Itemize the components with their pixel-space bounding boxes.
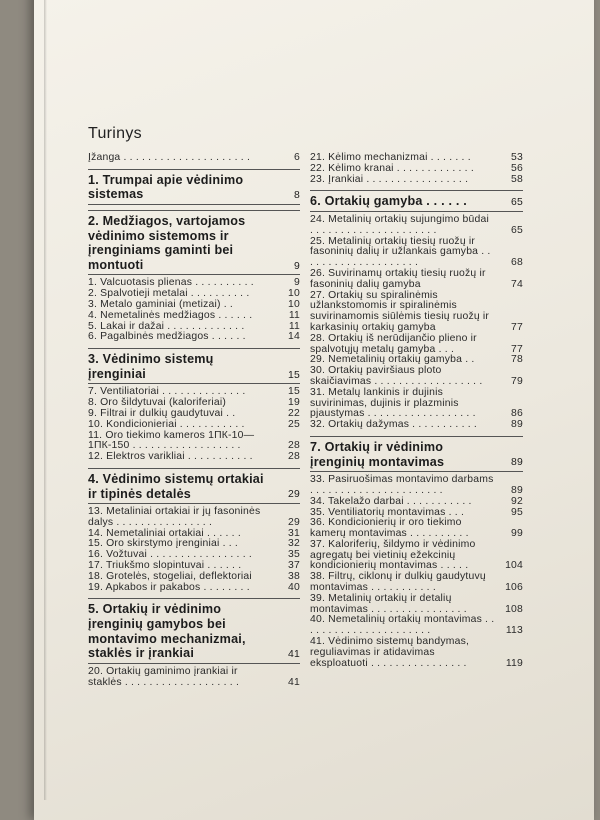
entry-page-number: 9 <box>294 277 300 289</box>
entry-title: 34. Takelažo darbai . . . . . . . . . . . <box>310 495 472 507</box>
contents-entry <box>310 291 523 334</box>
entry-title: 25. Metalinių ortakių tiesių ruožų ir fasoninių dalių ir užlankais gamyba . . . . . . . . . . . . . . . . . . . . <box>310 235 491 269</box>
entry-page-number: 95 <box>511 506 523 518</box>
entry-page-number: 37 <box>288 560 300 572</box>
entry-title: 30. Ortakių paviršiaus ploto skaičiavimas . . . . . . . . . . . . . . . . . . <box>310 365 483 387</box>
contents-chapter <box>88 352 300 381</box>
entry-title: 3. Vėdinimo sistemų įrenginiai <box>88 352 214 381</box>
entry-title: 2. Medžiagos, vartojamos vėdinimo sistemoms ir įrenginiams gaminti bei montuoti <box>88 213 246 272</box>
entry-title: 2. Spalvotieji metalai . . . . . . . . . . <box>88 288 250 300</box>
entry-page-number: 65 <box>511 197 523 209</box>
entry-page-number: 113 <box>505 625 523 637</box>
section-divider <box>310 436 523 437</box>
entry-title: 4. Nemetalinės medžiagos . . . . . . <box>88 309 253 321</box>
section-divider <box>88 204 300 205</box>
entry-title: 5. Ortakių ir vėdinimo įrenginių gamybos bei montavimo mechanizmai, staklės ir įrankiai <box>88 602 246 661</box>
entry-title: 10. Kondicionieriai . . . . . . . . . . . <box>88 418 245 430</box>
entry-page-number: 78 <box>511 354 523 366</box>
contents-entry <box>88 667 300 689</box>
entry-title: 32. Ortakių dažymas . . . . . . . . . . . <box>310 419 477 431</box>
contents-chapter <box>88 602 300 660</box>
contents-entry <box>310 366 523 388</box>
entry-title: 18. Grotelės, stogeliai, deflektoriai <box>88 570 252 582</box>
entry-title: 7. Ventiliatoriai . . . . . . . . . . . . . . <box>88 386 246 398</box>
entry-title: 1. Trumpai apie vėdinimo sistemas <box>88 172 244 202</box>
section-divider <box>310 190 523 191</box>
section-divider <box>88 348 300 349</box>
contents-chapter <box>88 472 300 501</box>
entry-page-number: 53 <box>511 152 523 163</box>
entry-title: 41. Vėdinimo sistemų bandymas, reguliavimas ir atidavimas eksploatuoti . . . . . . . . . . . . . . . . <box>310 636 470 669</box>
contents-title: Turinys <box>88 125 142 142</box>
page-fold <box>44 0 47 800</box>
entry-title: 14. Nemetaliniai ortakiai . . . . . . <box>88 527 241 539</box>
entry-page-number: 31 <box>288 527 300 539</box>
contents-left-column <box>88 153 300 688</box>
entry-title: 31. Metalų lankinis ir dujinis suvirinimas, dujinis ir plazminis pjaustymas . . . . . . . . . . . . . . . . . . <box>310 386 476 420</box>
entry-page-number: 41 <box>288 676 300 688</box>
contents-entry <box>310 420 523 431</box>
contents-entry <box>310 215 523 237</box>
contents-entry <box>310 572 523 594</box>
entry-title: 24. Metalinių ortakių sujungimo būdai . . . . . . . . . . . . . . . . . . . . . <box>310 213 489 236</box>
entry-page-number: 28 <box>288 440 300 452</box>
entry-title: 1. Valcuotasis plienas . . . . . . . . . . <box>88 277 254 289</box>
entry-page-number: 77 <box>511 343 523 355</box>
entry-page-number: 56 <box>511 162 523 174</box>
contents-entry <box>310 175 523 186</box>
contents-entry <box>310 334 523 356</box>
entry-title: 12. Elektros varikliai . . . . . . . . . . . <box>88 451 253 463</box>
contents-entry <box>310 637 523 669</box>
entry-title: 23. Įrankiai . . . . . . . . . . . . . . . . . <box>310 173 469 185</box>
section-divider <box>310 211 523 212</box>
entry-page-number: 86 <box>511 408 523 420</box>
entry-title: 22. Kėlimo kranai . . . . . . . . . . . . . <box>310 162 474 174</box>
entry-page-number: 108 <box>505 603 523 615</box>
entry-title: 17. Triukšmo slopintuvai . . . . . . <box>88 560 242 572</box>
section-divider <box>88 210 300 211</box>
entry-page-number: 89 <box>511 419 523 431</box>
section-divider <box>310 471 523 472</box>
contents-entry <box>88 153 300 164</box>
entry-title: 38. Filtrų, ciklonų ir dulkių gaudytuvų montavimas . . . . . . . . . . . <box>310 571 486 594</box>
entry-title: 4. Vėdinimo sistemų ortakiai ir tipinės detalės <box>88 471 264 501</box>
entry-title: 27. Ortakių su spiralinėmis užlankstomomis ir spiralinėmis suvirinamomis siūlėmis tiesių ruožų ir karkasinių ortakių gamyba <box>310 289 490 333</box>
entry-page-number: 10 <box>288 298 300 310</box>
contents-entry <box>310 388 523 420</box>
contents-entry <box>88 431 300 453</box>
contents-entry <box>310 269 523 291</box>
section-divider <box>88 503 300 504</box>
entry-page-number: 106 <box>505 582 523 594</box>
entry-page-number: 65 <box>511 224 523 236</box>
entry-title: 36. Kondicionierių ir oro tiekimo kamerų montavimas . . . . . . . . . . <box>310 517 469 540</box>
entry-title: 6. Pagalbinės medžiagos . . . . . . <box>88 331 246 343</box>
entry-page-number: 29 <box>288 489 300 501</box>
entry-page-number: 89 <box>511 457 523 469</box>
entry-page-number: 38 <box>288 570 300 582</box>
section-divider <box>88 383 300 384</box>
entry-title: 3. Metalo gaminiai (metizai) . . <box>88 298 233 310</box>
section-divider <box>88 274 300 275</box>
section-divider <box>88 169 300 170</box>
entry-page-number: 74 <box>511 278 523 290</box>
entry-title: 15. Oro skirstymo įrenginiai . . . <box>88 538 239 550</box>
entry-title: 29. Nemetalinių ortakių gamyba . . <box>310 354 475 366</box>
contents-chapter <box>88 173 300 202</box>
entry-title: 20. Ortakių gaminimo įrankiai ir staklės . . . . . . . . . . . . . . . . . . . <box>88 665 240 688</box>
entry-page-number: 8 <box>294 190 300 202</box>
entry-page-number: 35 <box>288 549 300 561</box>
entry-title: 37. Kaloriferių, šildymo ir vėdinimo agregatų bei vietinių ežekcinių kondicionierių montavimas . . . . . <box>310 538 476 572</box>
contents-entry <box>310 475 523 497</box>
contents-entry <box>310 615 523 637</box>
entry-page-number: 28 <box>288 451 300 463</box>
entry-title: 28. Ortakių iš nerūdijančio plieno ir spalvotųjų metalų gamyba . . . <box>310 332 477 355</box>
contents-chapter <box>88 214 300 272</box>
entry-title: 13. Metaliniai ortakiai ir jų fasoninės dalys . . . . . . . . . . . . . . . . <box>88 506 261 528</box>
section-divider <box>88 598 300 599</box>
entry-page-number: 22 <box>288 407 300 419</box>
contents-entry <box>310 518 523 540</box>
entry-page-number: 19 <box>288 397 300 409</box>
entry-page-number: 92 <box>511 495 523 507</box>
entry-page-number: 40 <box>288 581 300 593</box>
entry-page-number: 89 <box>511 484 523 496</box>
entry-page-number: 15 <box>288 369 300 381</box>
entry-page-number: 99 <box>511 528 523 540</box>
contents-entry <box>310 594 523 616</box>
entry-page-number: 119 <box>505 657 523 669</box>
entry-title: 7. Ortakių ir vėdinimo įrenginių montavimas <box>310 439 445 469</box>
entry-title: 21. Kėlimo mechanizmai . . . . . . . <box>310 152 471 163</box>
contents-chapter <box>310 194 523 209</box>
entry-page-number: 68 <box>511 257 523 269</box>
entry-title: 35. Ventiliatorių montavimas . . . <box>310 506 465 518</box>
contents-chapter <box>310 440 523 469</box>
entry-title: Įžanga . . . . . . . . . . . . . . . . . . . . . <box>88 152 251 163</box>
contents-entry <box>88 452 300 463</box>
entry-page-number: 15 <box>288 386 300 398</box>
contents-entry <box>88 507 300 529</box>
entry-page-number: 32 <box>288 538 300 550</box>
entry-title: 5. Lakai ir dažai . . . . . . . . . . . . . <box>88 320 245 332</box>
entry-title: 9. Filtrai ir dulkių gaudytuvai . . <box>88 407 236 419</box>
contents-entry <box>88 332 300 343</box>
entry-page-number: 29 <box>288 516 300 528</box>
entry-page-number: 11 <box>288 320 300 332</box>
entry-page-number: 25 <box>288 418 300 430</box>
section-divider <box>88 468 300 469</box>
entry-title: 26. Suvirinamų ortakių tiesių ruožų ir fasoninių dalių gamyba <box>310 267 486 290</box>
entry-title: 19. Apkabos ir pakabos . . . . . . . . <box>88 581 250 593</box>
entry-title: 39. Metalinių ortakių ir detalių montavimas . . . . . . . . . . . . . . . . <box>310 592 467 615</box>
contents-entry <box>310 540 523 572</box>
entry-title: 40. Nemetalinių ortakių montavimas . . . . . . . . . . . . . . . . . . . . . . <box>310 614 495 637</box>
contents-entry <box>88 583 300 594</box>
contents-right-column <box>310 153 523 669</box>
entry-title: 16. Vožtuvai . . . . . . . . . . . . . . . . . <box>88 549 252 561</box>
entry-page-number: 41 <box>288 649 300 661</box>
entry-page-number: 9 <box>294 260 300 272</box>
entry-page-number: 58 <box>511 173 523 185</box>
entry-page-number: 6 <box>294 152 300 163</box>
entry-title: 11. Oro tiekimo kameros 1ПК-10—1ПК-150 . . . . . . . . . . . . . . . . . . <box>88 429 255 452</box>
entry-page-number: 10 <box>288 288 300 300</box>
entry-title: 6. Ortakių gamyba . . . . . . <box>310 194 467 209</box>
entry-title: 8. Oro šildytuvai (kaloriferiai) <box>88 397 227 409</box>
entry-page-number: 79 <box>511 375 523 387</box>
section-divider <box>88 663 300 664</box>
entry-page-number: 11 <box>288 309 300 321</box>
entry-page-number: 77 <box>511 321 523 333</box>
entry-title: 33. Pasiruošimas montavimo darbams . . . . . . . . . . . . . . . . . . . . . . <box>310 474 494 496</box>
entry-page-number: 104 <box>505 560 523 572</box>
entry-page-number: 14 <box>288 331 300 343</box>
contents-entry <box>310 237 523 269</box>
